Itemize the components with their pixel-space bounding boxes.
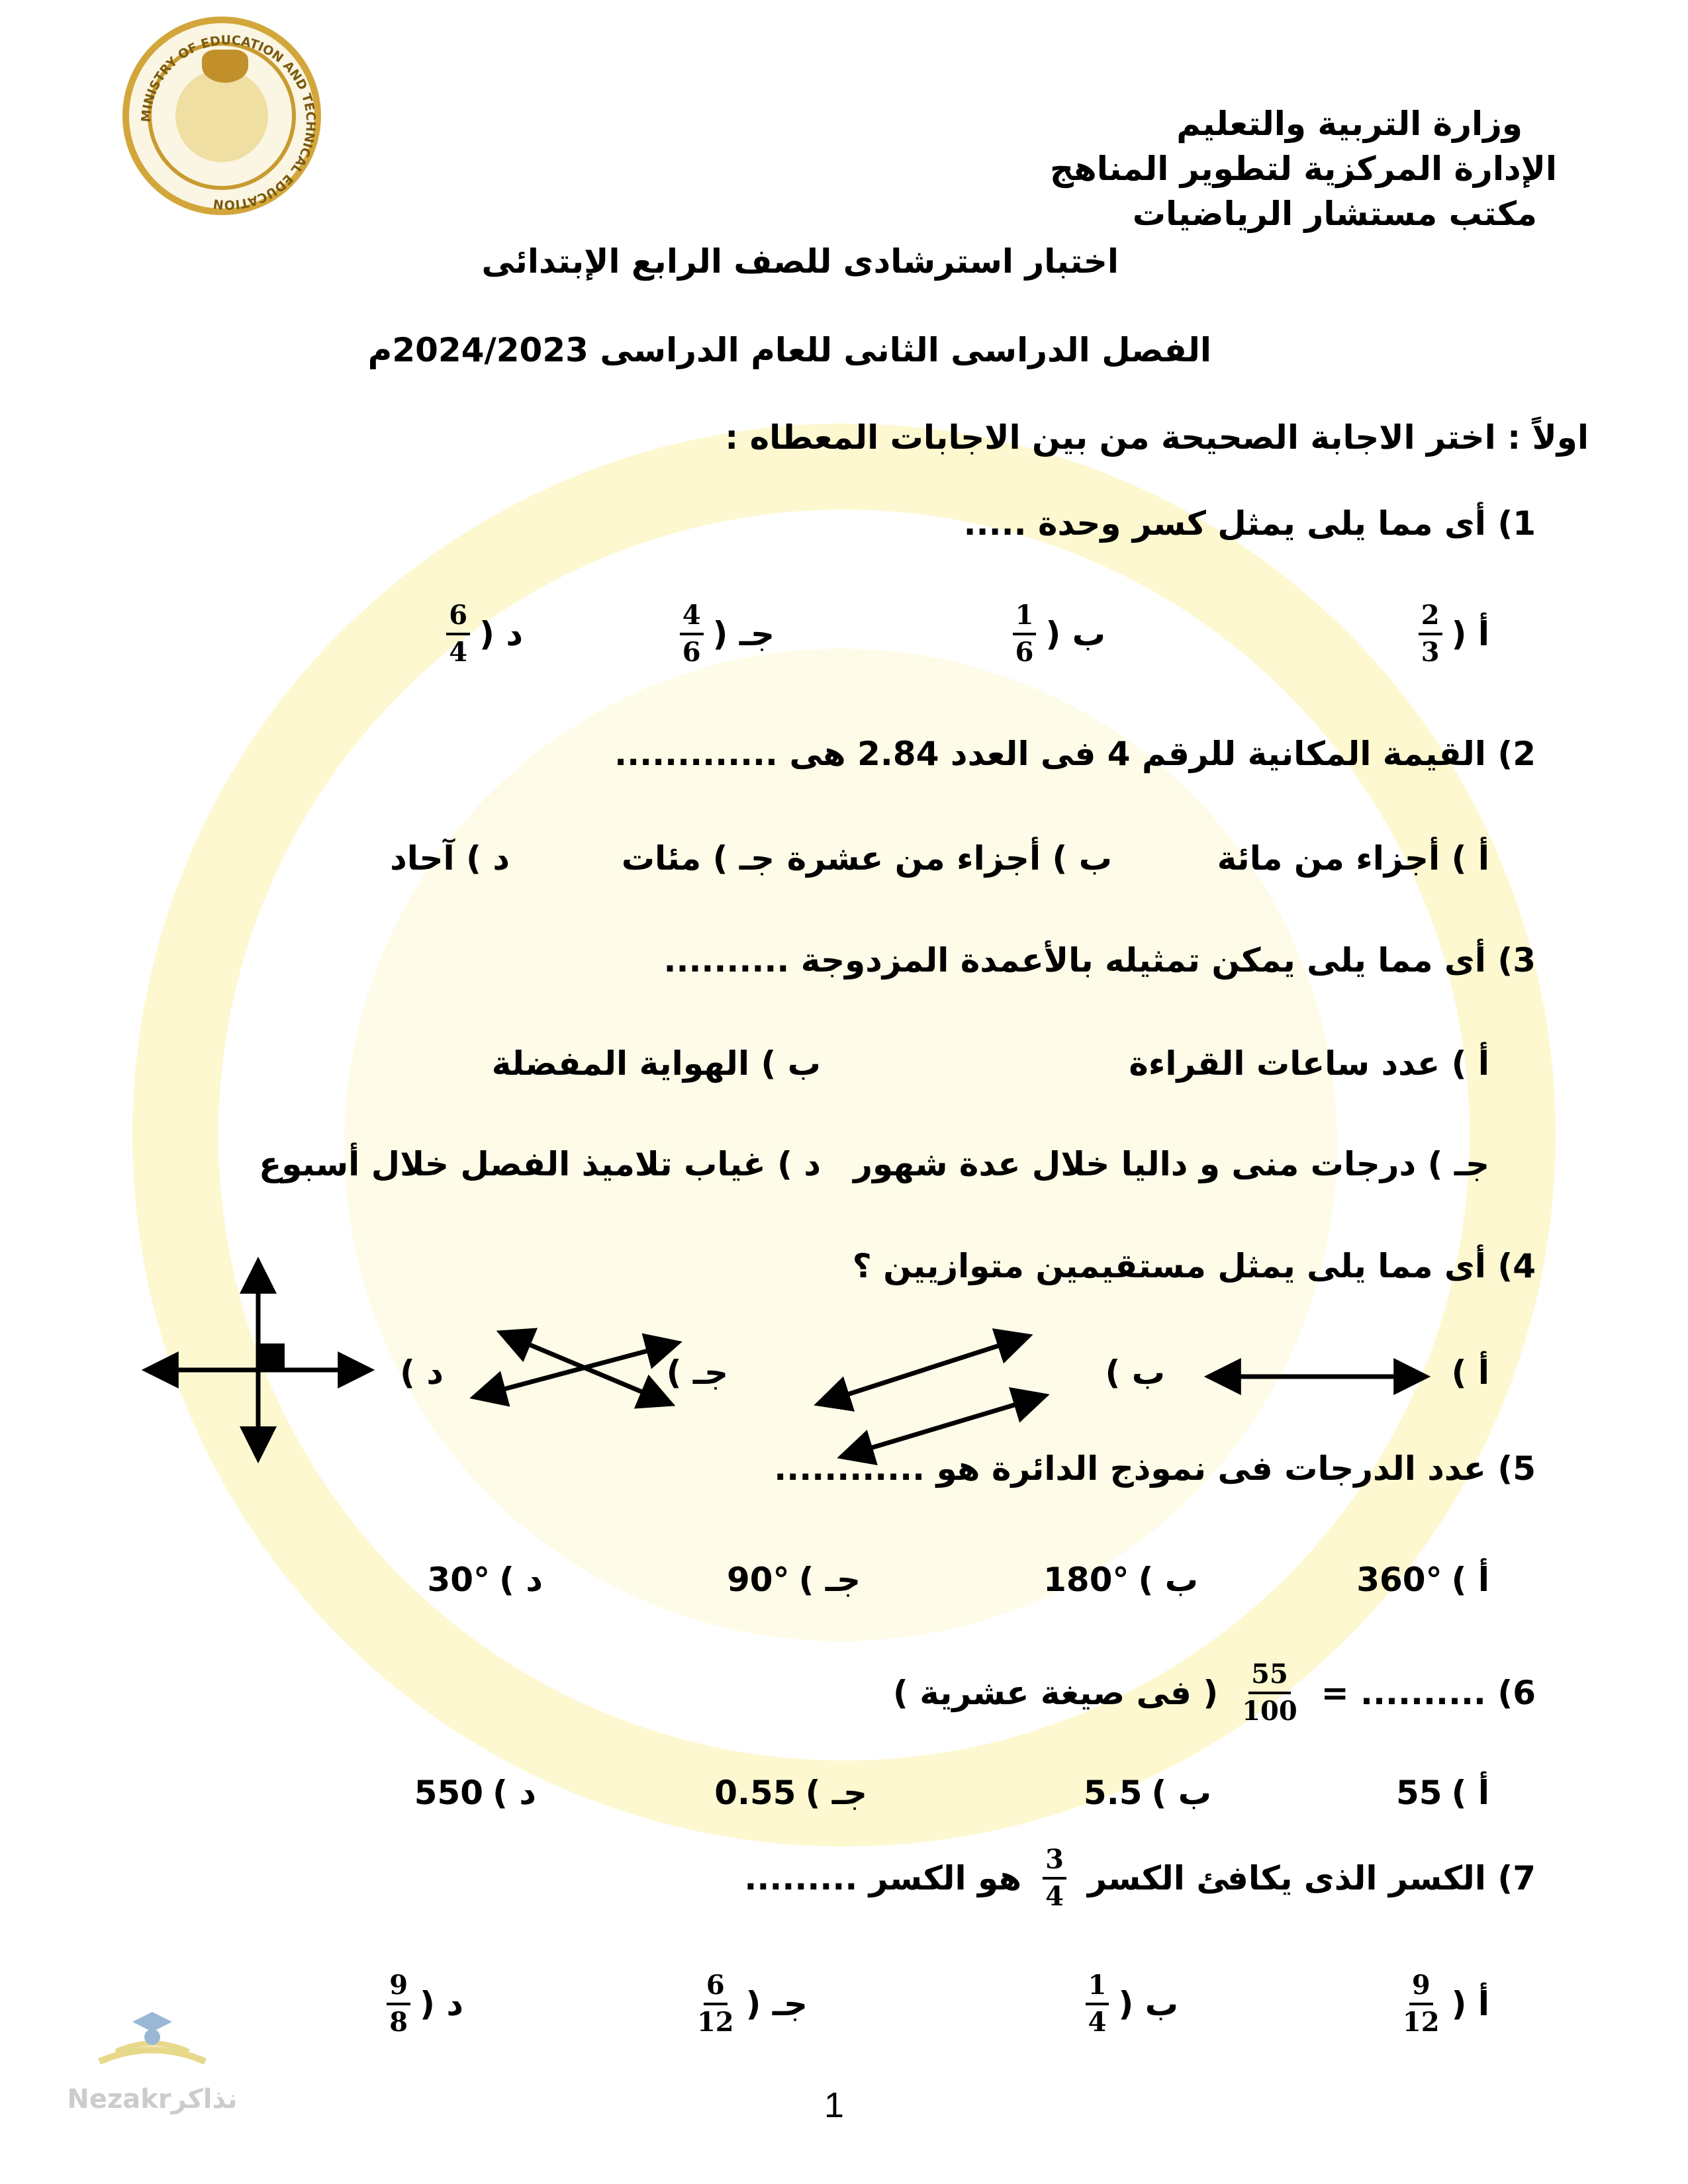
q5-option-d[interactable]: د ) 30° xyxy=(427,1561,543,1599)
q2-option-b[interactable]: ب ) أجزاء من عشرة xyxy=(786,839,1112,878)
question-4: 4) أى مما يلى يمثل مستقيمين متوازيين ؟ xyxy=(852,1247,1536,1285)
question-7: 7) الكسر الذى يكافئ الكسر $\frac{3}{4}$ هو الكسر ......... xyxy=(744,1844,1536,1912)
q6-option-a[interactable]: أ ) 55 xyxy=(1396,1774,1489,1812)
question-6: 6) .......... = $\frac{55}{100}$ ( فى صيغة عشرية ) xyxy=(893,1659,1536,1727)
page-number: 1 xyxy=(824,2085,845,2125)
q4-option-c[interactable]: جـ ) xyxy=(666,1353,728,1392)
q4-figures xyxy=(0,1244,1688,1482)
header-office: مكتب مستشار الرياضيات xyxy=(1132,195,1537,233)
logo-seal-text xyxy=(129,23,328,222)
section-heading: اولاً : اختر الاجابة الصحيحة من بين الاجابات المعطاه : xyxy=(725,418,1589,457)
q2-option-d[interactable]: د ) آحاد xyxy=(390,839,510,878)
q6-option-c[interactable]: جـ ) 0.55 xyxy=(714,1774,867,1812)
q5-option-b[interactable]: ب ) 180° xyxy=(1043,1561,1198,1599)
q5-option-a[interactable]: أ ) 360° xyxy=(1356,1561,1489,1599)
q1-option-c[interactable]: جـ ( $\frac{4}{6}$ xyxy=(680,602,774,666)
q7-option-b[interactable]: ب ( $\frac{1}{4}$ xyxy=(1086,1972,1178,2036)
exam-subtitle: الفصل الدراسى الثانى للعام الدراسى 2024/2023م xyxy=(367,331,1211,369)
q4-option-a[interactable]: أ ) xyxy=(1451,1353,1489,1392)
header-ministry: وزارة التربية والتعليم xyxy=(1176,105,1523,143)
header-department: الإدارة المركزية لتطوير المناهج xyxy=(1050,150,1557,188)
q4-option-d[interactable]: د ) xyxy=(400,1353,444,1392)
ministry-logo xyxy=(122,17,321,215)
exam-title: اختبار استرشادى للصف الرابع الإبتدائى xyxy=(481,242,1119,281)
q1-option-a[interactable]: أ ( $\frac{2}{3}$ xyxy=(1419,602,1489,666)
q7-option-d[interactable]: د ( $\frac{9}{8}$ xyxy=(387,1972,463,2036)
nezakr-logo xyxy=(60,1999,245,2124)
question-2: 2) القيمة المكانية للرقم 4 فى العدد 2.84 هى ............. xyxy=(614,735,1536,773)
q7-option-c[interactable]: جـ ( $\frac{6}{12}$ xyxy=(696,1970,808,2038)
q3-option-a[interactable]: أ ) عدد ساعات القراءة xyxy=(1129,1044,1489,1083)
q5-option-c[interactable]: جـ ) 90° xyxy=(727,1561,861,1599)
question-5: 5) عدد الدرجات فى نموذج الدائرة هو ............ xyxy=(774,1449,1536,1488)
q2-option-c[interactable]: جـ ) مئات xyxy=(621,839,774,878)
svg-text:MINISTRY OF EDUCATION AND TECH: MINISTRY OF EDUCATION AND TECHNICAL EDUCATION xyxy=(138,32,318,212)
question-3: 3) أى مما يلى يمكن تمثيله بالأعمدة المزدوجة .......... xyxy=(663,941,1536,979)
q6-option-b[interactable]: ب ) 5.5 xyxy=(1083,1774,1211,1812)
q4-figure-c-intersecting xyxy=(477,1334,675,1403)
q4-figure-b-parallel xyxy=(821,1337,1043,1456)
question-1: 1) أى مما يلى يمثل كسر وحدة ..... xyxy=(963,504,1536,543)
q1-option-d[interactable]: د ( $\frac{6}{4}$ xyxy=(446,602,523,666)
q2-option-a[interactable]: أ ) أجزاء من مائة xyxy=(1217,839,1489,878)
q1-option-b[interactable]: ب ( $\frac{1}{6}$ xyxy=(1013,602,1105,666)
svg-text:Nezakrنذاكر: Nezakrنذاكر xyxy=(67,2084,238,2115)
q3-option-d[interactable]: د ) غياب تلاميذ الفصل خلال أسبوع xyxy=(259,1145,821,1183)
q3-option-b[interactable]: ب ) الهواية المفضلة xyxy=(491,1044,821,1083)
q3-option-c[interactable]: جـ ) درجات منى و داليا خلال عدة شهور xyxy=(853,1145,1489,1183)
q4-figure-d-perpendicular xyxy=(149,1264,367,1456)
q7-option-a[interactable]: أ ( $\frac{9}{12}$ xyxy=(1402,1970,1489,2038)
q4-option-b[interactable]: ب ) xyxy=(1105,1353,1165,1392)
q6-option-d[interactable]: د ) 550 xyxy=(414,1774,536,1812)
